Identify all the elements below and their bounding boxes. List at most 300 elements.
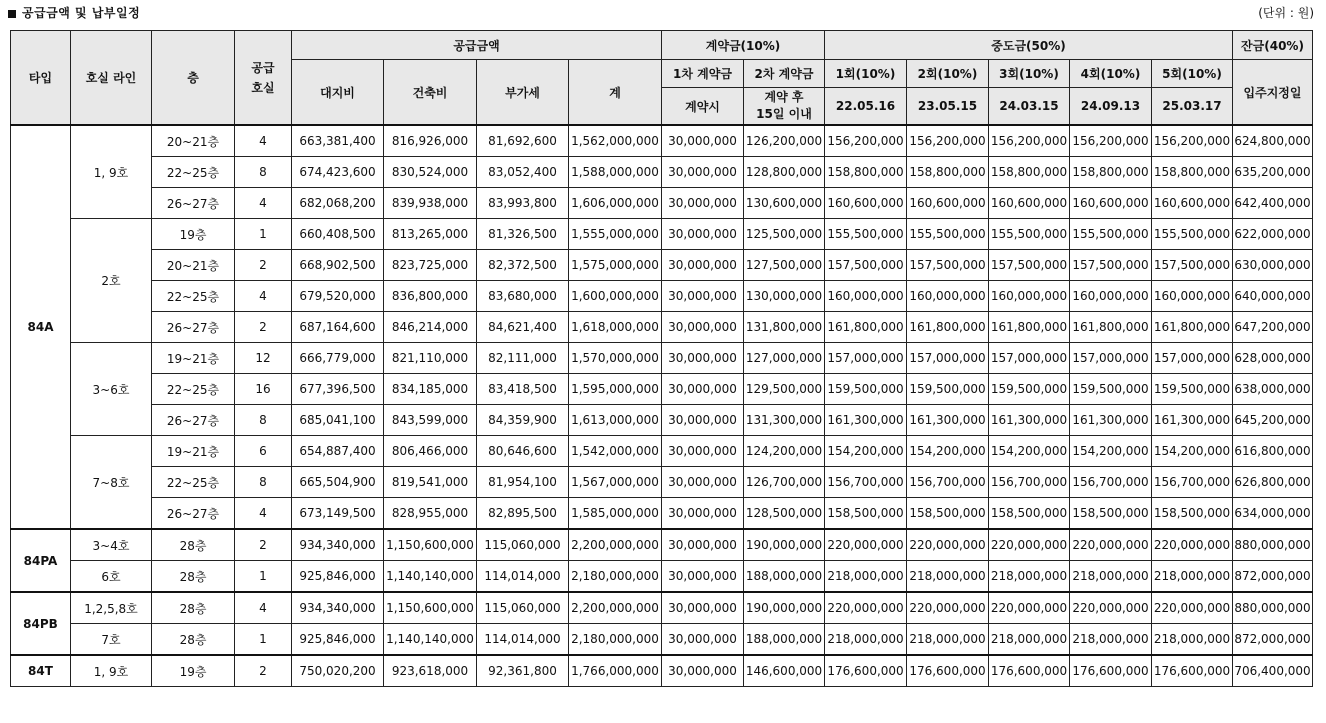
cell-interim-2: 220,000,000 (907, 529, 989, 561)
cell-interim-1: 161,300,000 (825, 405, 907, 436)
cell-balance: 628,000,000 (1233, 343, 1313, 374)
cell-deposit-2: 190,000,000 (744, 529, 825, 561)
cell-balance: 624,800,000 (1233, 125, 1313, 157)
cell-vat: 81,692,600 (477, 125, 569, 157)
cell-total: 1,588,000,000 (569, 157, 662, 188)
cell-units: 2 (235, 312, 292, 343)
cell-balance: 645,200,000 (1233, 405, 1313, 436)
cell-deposit-1: 30,000,000 (662, 157, 744, 188)
cell-deposit-1: 30,000,000 (662, 592, 744, 624)
cell-land: 677,396,500 (292, 374, 384, 405)
cell-vat: 82,111,000 (477, 343, 569, 374)
cell-floor: 28층 (152, 624, 235, 656)
table-row (11, 624, 1313, 656)
cell-interim-5: 158,500,000 (1152, 498, 1233, 530)
header-building: 건축비 (384, 60, 477, 126)
cell-building: 836,800,000 (384, 281, 477, 312)
cell-interim-5: 154,200,000 (1152, 436, 1233, 467)
cell-floor: 22~25층 (152, 467, 235, 498)
cell-building: 1,150,600,000 (384, 592, 477, 624)
cell-units: 4 (235, 188, 292, 219)
cell-type: 84PB (11, 592, 71, 655)
square-bullet-icon (8, 10, 16, 18)
cell-total: 1,555,000,000 (569, 219, 662, 250)
cell-vat: 92,361,800 (477, 655, 569, 687)
cell-land: 654,887,400 (292, 436, 384, 467)
cell-deposit-2: 126,700,000 (744, 467, 825, 498)
cell-vat: 84,621,400 (477, 312, 569, 343)
header-interim-4: 4회(10%) (1070, 60, 1152, 88)
cell-interim-3: 159,500,000 (989, 374, 1070, 405)
cell-interim-5: 220,000,000 (1152, 592, 1233, 624)
cell-deposit-1: 30,000,000 (662, 529, 744, 561)
cell-balance: 622,000,000 (1233, 219, 1313, 250)
cell-total: 2,180,000,000 (569, 561, 662, 593)
cell-interim-1: 220,000,000 (825, 592, 907, 624)
cell-units: 6 (235, 436, 292, 467)
cell-balance: 638,000,000 (1233, 374, 1313, 405)
cell-deposit-1: 30,000,000 (662, 343, 744, 374)
cell-interim-2: 154,200,000 (907, 436, 989, 467)
cell-units: 8 (235, 405, 292, 436)
cell-building: 823,725,000 (384, 250, 477, 281)
cell-land: 666,779,000 (292, 343, 384, 374)
cell-balance: 706,400,000 (1233, 655, 1313, 687)
cell-balance: 880,000,000 (1233, 592, 1313, 624)
cell-floor: 28층 (152, 592, 235, 624)
cell-floor: 26~27층 (152, 405, 235, 436)
cell-interim-3: 156,700,000 (989, 467, 1070, 498)
cell-land: 682,068,200 (292, 188, 384, 219)
cell-deposit-1: 30,000,000 (662, 405, 744, 436)
cell-interim-1: 158,500,000 (825, 498, 907, 530)
cell-interim-5: 220,000,000 (1152, 529, 1233, 561)
cell-floor: 26~27층 (152, 312, 235, 343)
cell-building: 830,524,000 (384, 157, 477, 188)
header-floor: 층 (152, 31, 235, 126)
table-row (11, 250, 1313, 281)
cell-line: 1, 9호 (71, 655, 152, 687)
cell-type: 84PA (11, 529, 71, 592)
header-interim-5: 5회(10%) (1152, 60, 1233, 88)
cell-deposit-2: 146,600,000 (744, 655, 825, 687)
cell-interim-5: 156,200,000 (1152, 125, 1233, 157)
cell-interim-1: 160,000,000 (825, 281, 907, 312)
cell-total: 1,567,000,000 (569, 467, 662, 498)
cell-total: 1,606,000,000 (569, 188, 662, 219)
cell-floor: 22~25층 (152, 374, 235, 405)
header-type: 타입 (11, 31, 71, 126)
cell-interim-4: 176,600,000 (1070, 655, 1152, 687)
cell-interim-2: 218,000,000 (907, 561, 989, 593)
cell-interim-3: 157,500,000 (989, 250, 1070, 281)
cell-vat: 84,359,900 (477, 405, 569, 436)
cell-deposit-1: 30,000,000 (662, 467, 744, 498)
cell-total: 1,585,000,000 (569, 498, 662, 530)
cell-interim-2: 161,800,000 (907, 312, 989, 343)
cell-interim-4: 156,200,000 (1070, 125, 1152, 157)
cell-interim-3: 220,000,000 (989, 592, 1070, 624)
cell-interim-4: 158,800,000 (1070, 157, 1152, 188)
cell-interim-4: 161,800,000 (1070, 312, 1152, 343)
cell-interim-2: 158,800,000 (907, 157, 989, 188)
cell-interim-1: 218,000,000 (825, 561, 907, 593)
cell-interim-5: 160,600,000 (1152, 188, 1233, 219)
cell-interim-3: 161,800,000 (989, 312, 1070, 343)
header-date-5: 25.03.17 (1152, 88, 1233, 126)
cell-interim-2: 160,600,000 (907, 188, 989, 219)
cell-deposit-2: 127,000,000 (744, 343, 825, 374)
cell-interim-1: 176,600,000 (825, 655, 907, 687)
cell-total: 1,575,000,000 (569, 250, 662, 281)
cell-vat: 115,060,000 (477, 529, 569, 561)
cell-interim-3: 154,200,000 (989, 436, 1070, 467)
header-interim-3: 3회(10%) (989, 60, 1070, 88)
cell-floor: 26~27층 (152, 498, 235, 530)
cell-building: 846,214,000 (384, 312, 477, 343)
cell-total: 1,600,000,000 (569, 281, 662, 312)
cell-deposit-2: 130,600,000 (744, 188, 825, 219)
cell-land: 750,020,200 (292, 655, 384, 687)
cell-deposit-2: 131,800,000 (744, 312, 825, 343)
cell-interim-5: 218,000,000 (1152, 561, 1233, 593)
header-vat: 부가세 (477, 60, 569, 126)
cell-building: 813,265,000 (384, 219, 477, 250)
cell-land: 687,164,600 (292, 312, 384, 343)
cell-interim-1: 154,200,000 (825, 436, 907, 467)
header-date-4: 24.09.13 (1070, 88, 1152, 126)
table-row (11, 655, 1313, 687)
cell-vat: 114,014,000 (477, 624, 569, 656)
cell-interim-4: 158,500,000 (1070, 498, 1152, 530)
cell-vat: 83,418,500 (477, 374, 569, 405)
cell-land: 679,520,000 (292, 281, 384, 312)
cell-interim-1: 157,500,000 (825, 250, 907, 281)
cell-interim-1: 218,000,000 (825, 624, 907, 656)
cell-interim-4: 218,000,000 (1070, 624, 1152, 656)
header-dep1-when: 계약시 (662, 88, 744, 126)
header-interim: 중도금(50%) (825, 31, 1233, 60)
table-body (11, 125, 1313, 687)
page-title (8, 4, 140, 21)
cell-interim-3: 176,600,000 (989, 655, 1070, 687)
cell-deposit-1: 30,000,000 (662, 561, 744, 593)
table-row (11, 343, 1313, 374)
cell-interim-2: 156,700,000 (907, 467, 989, 498)
cell-line: 7~8호 (71, 436, 152, 530)
cell-balance: 642,400,000 (1233, 188, 1313, 219)
cell-land: 673,149,500 (292, 498, 384, 530)
table-row (11, 188, 1313, 219)
cell-interim-3: 160,600,000 (989, 188, 1070, 219)
cell-line: 1,2,5,8호 (71, 592, 152, 624)
table-row (11, 157, 1313, 188)
table-row (11, 529, 1313, 561)
header-land: 대지비 (292, 60, 384, 126)
cell-floor: 22~25층 (152, 157, 235, 188)
header-total: 계 (569, 60, 662, 126)
cell-land: 934,340,000 (292, 592, 384, 624)
payment-schedule-table (10, 30, 1313, 687)
cell-interim-3: 160,000,000 (989, 281, 1070, 312)
cell-line: 6호 (71, 561, 152, 593)
cell-floor: 19층 (152, 219, 235, 250)
cell-total: 1,766,000,000 (569, 655, 662, 687)
cell-interim-4: 155,500,000 (1070, 219, 1152, 250)
cell-total: 1,618,000,000 (569, 312, 662, 343)
cell-interim-2: 160,000,000 (907, 281, 989, 312)
cell-vat: 82,372,500 (477, 250, 569, 281)
cell-interim-4: 156,700,000 (1070, 467, 1152, 498)
cell-deposit-2: 131,300,000 (744, 405, 825, 436)
cell-units: 12 (235, 343, 292, 374)
cell-building: 806,466,000 (384, 436, 477, 467)
cell-building: 834,185,000 (384, 374, 477, 405)
cell-type: 84T (11, 655, 71, 687)
cell-building: 1,150,600,000 (384, 529, 477, 561)
cell-deposit-1: 30,000,000 (662, 655, 744, 687)
cell-interim-5: 161,800,000 (1152, 312, 1233, 343)
cell-floor: 28층 (152, 529, 235, 561)
cell-interim-3: 218,000,000 (989, 561, 1070, 593)
table-row (11, 312, 1313, 343)
cell-deposit-1: 30,000,000 (662, 219, 744, 250)
page-title-text: 공급금액 및 납부일정 (22, 6, 141, 20)
header-dep2-when: 계약 후 15일 이내 (744, 88, 825, 126)
cell-interim-2: 218,000,000 (907, 624, 989, 656)
cell-interim-3: 161,300,000 (989, 405, 1070, 436)
cell-balance: 880,000,000 (1233, 529, 1313, 561)
cell-interim-5: 157,500,000 (1152, 250, 1233, 281)
header-supply: 공급금액 (292, 31, 662, 60)
cell-units: 4 (235, 498, 292, 530)
cell-interim-3: 158,500,000 (989, 498, 1070, 530)
cell-land: 663,381,400 (292, 125, 384, 157)
cell-deposit-1: 30,000,000 (662, 125, 744, 157)
cell-interim-3: 155,500,000 (989, 219, 1070, 250)
cell-interim-1: 160,600,000 (825, 188, 907, 219)
cell-line: 7호 (71, 624, 152, 656)
cell-interim-5: 218,000,000 (1152, 624, 1233, 656)
cell-interim-1: 220,000,000 (825, 529, 907, 561)
cell-interim-2: 159,500,000 (907, 374, 989, 405)
cell-units: 2 (235, 250, 292, 281)
cell-building: 819,541,000 (384, 467, 477, 498)
cell-interim-2: 156,200,000 (907, 125, 989, 157)
cell-units: 4 (235, 592, 292, 624)
cell-interim-4: 154,200,000 (1070, 436, 1152, 467)
cell-interim-1: 159,500,000 (825, 374, 907, 405)
cell-balance: 635,200,000 (1233, 157, 1313, 188)
cell-vat: 115,060,000 (477, 592, 569, 624)
cell-total: 1,562,000,000 (569, 125, 662, 157)
cell-total: 2,180,000,000 (569, 624, 662, 656)
cell-land: 665,504,900 (292, 467, 384, 498)
header-date-1: 22.05.16 (825, 88, 907, 126)
header-balance-when: 입주지정일 (1233, 60, 1313, 126)
table-row (11, 498, 1313, 530)
cell-floor: 28층 (152, 561, 235, 593)
cell-land: 934,340,000 (292, 529, 384, 561)
cell-interim-2: 157,500,000 (907, 250, 989, 281)
cell-total: 2,200,000,000 (569, 592, 662, 624)
cell-deposit-2: 130,000,000 (744, 281, 825, 312)
cell-deposit-1: 30,000,000 (662, 624, 744, 656)
cell-building: 923,618,000 (384, 655, 477, 687)
cell-land: 668,902,500 (292, 250, 384, 281)
cell-interim-1: 156,200,000 (825, 125, 907, 157)
cell-building: 828,955,000 (384, 498, 477, 530)
cell-total: 1,570,000,000 (569, 343, 662, 374)
table-row (11, 467, 1313, 498)
cell-floor: 26~27층 (152, 188, 235, 219)
cell-line: 2호 (71, 219, 152, 343)
cell-units: 2 (235, 655, 292, 687)
cell-interim-4: 160,000,000 (1070, 281, 1152, 312)
cell-interim-2: 161,300,000 (907, 405, 989, 436)
unit-label: (단위 : 원) (1258, 6, 1314, 20)
cell-interim-4: 218,000,000 (1070, 561, 1152, 593)
cell-balance: 647,200,000 (1233, 312, 1313, 343)
cell-interim-2: 157,000,000 (907, 343, 989, 374)
cell-interim-1: 156,700,000 (825, 467, 907, 498)
cell-vat: 82,895,500 (477, 498, 569, 530)
cell-building: 843,599,000 (384, 405, 477, 436)
cell-line: 3~4호 (71, 529, 152, 561)
table-row (11, 561, 1313, 593)
header-date-3: 24.03.15 (989, 88, 1070, 126)
cell-deposit-2: 128,500,000 (744, 498, 825, 530)
cell-deposit-2: 128,800,000 (744, 157, 825, 188)
cell-interim-3: 158,800,000 (989, 157, 1070, 188)
table-row (11, 592, 1313, 624)
cell-interim-4: 160,600,000 (1070, 188, 1152, 219)
table-row (11, 405, 1313, 436)
cell-building: 1,140,140,000 (384, 561, 477, 593)
cell-floor: 19~21층 (152, 436, 235, 467)
cell-floor: 19~21층 (152, 343, 235, 374)
header-dep2: 2차 계약금 (744, 60, 825, 88)
cell-land: 674,423,600 (292, 157, 384, 188)
title-bar (8, 4, 1314, 26)
header-balance: 잔금(40%) (1233, 31, 1313, 60)
cell-units: 8 (235, 467, 292, 498)
cell-interim-5: 160,000,000 (1152, 281, 1233, 312)
cell-line: 1, 9호 (71, 125, 152, 219)
cell-balance: 872,000,000 (1233, 561, 1313, 593)
cell-floor: 20~21층 (152, 250, 235, 281)
cell-interim-2: 176,600,000 (907, 655, 989, 687)
cell-interim-5: 158,800,000 (1152, 157, 1233, 188)
cell-interim-4: 220,000,000 (1070, 529, 1152, 561)
table-row (11, 436, 1313, 467)
cell-deposit-1: 30,000,000 (662, 374, 744, 405)
header-deposit: 계약금(10%) (662, 31, 825, 60)
cell-interim-1: 155,500,000 (825, 219, 907, 250)
cell-interim-3: 218,000,000 (989, 624, 1070, 656)
cell-line: 3~6호 (71, 343, 152, 436)
cell-vat: 83,993,800 (477, 188, 569, 219)
cell-deposit-2: 188,000,000 (744, 561, 825, 593)
cell-total: 2,200,000,000 (569, 529, 662, 561)
cell-floor: 20~21층 (152, 125, 235, 157)
cell-vat: 83,680,000 (477, 281, 569, 312)
table-row (11, 219, 1313, 250)
table-row (11, 281, 1313, 312)
cell-deposit-1: 30,000,000 (662, 250, 744, 281)
cell-units: 8 (235, 157, 292, 188)
cell-balance: 630,000,000 (1233, 250, 1313, 281)
cell-land: 925,846,000 (292, 624, 384, 656)
cell-vat: 114,014,000 (477, 561, 569, 593)
cell-interim-5: 155,500,000 (1152, 219, 1233, 250)
cell-land: 925,846,000 (292, 561, 384, 593)
cell-units: 1 (235, 219, 292, 250)
cell-deposit-1: 30,000,000 (662, 312, 744, 343)
cell-deposit-2: 125,500,000 (744, 219, 825, 250)
cell-interim-3: 157,000,000 (989, 343, 1070, 374)
cell-interim-4: 157,000,000 (1070, 343, 1152, 374)
cell-interim-4: 161,300,000 (1070, 405, 1152, 436)
cell-interim-3: 220,000,000 (989, 529, 1070, 561)
cell-building: 816,926,000 (384, 125, 477, 157)
cell-units: 4 (235, 125, 292, 157)
cell-interim-1: 158,800,000 (825, 157, 907, 188)
cell-interim-3: 156,200,000 (989, 125, 1070, 157)
cell-interim-5: 156,700,000 (1152, 467, 1233, 498)
cell-units: 4 (235, 281, 292, 312)
cell-deposit-2: 126,200,000 (744, 125, 825, 157)
header-units: 공급 호실 (235, 31, 292, 126)
cell-balance: 626,800,000 (1233, 467, 1313, 498)
cell-floor: 22~25층 (152, 281, 235, 312)
header-interim-2: 2회(10%) (907, 60, 989, 88)
header-line: 호실 라인 (71, 31, 152, 126)
cell-interim-2: 220,000,000 (907, 592, 989, 624)
cell-building: 839,938,000 (384, 188, 477, 219)
cell-balance: 634,000,000 (1233, 498, 1313, 530)
cell-deposit-1: 30,000,000 (662, 281, 744, 312)
cell-vat: 81,326,500 (477, 219, 569, 250)
cell-building: 821,110,000 (384, 343, 477, 374)
cell-interim-4: 157,500,000 (1070, 250, 1152, 281)
cell-deposit-2: 127,500,000 (744, 250, 825, 281)
cell-units: 1 (235, 624, 292, 656)
cell-interim-2: 155,500,000 (907, 219, 989, 250)
header-date-2: 23.05.15 (907, 88, 989, 126)
cell-balance: 616,800,000 (1233, 436, 1313, 467)
cell-interim-5: 157,000,000 (1152, 343, 1233, 374)
cell-interim-5: 161,300,000 (1152, 405, 1233, 436)
cell-interim-5: 176,600,000 (1152, 655, 1233, 687)
cell-deposit-2: 190,000,000 (744, 592, 825, 624)
cell-vat: 83,052,400 (477, 157, 569, 188)
cell-deposit-1: 30,000,000 (662, 188, 744, 219)
cell-building: 1,140,140,000 (384, 624, 477, 656)
cell-balance: 640,000,000 (1233, 281, 1313, 312)
cell-units: 2 (235, 529, 292, 561)
cell-interim-2: 158,500,000 (907, 498, 989, 530)
header-dep1: 1차 계약금 (662, 60, 744, 88)
table-row (11, 374, 1313, 405)
cell-total: 1,613,000,000 (569, 405, 662, 436)
cell-land: 660,408,500 (292, 219, 384, 250)
cell-deposit-2: 188,000,000 (744, 624, 825, 656)
cell-vat: 81,954,100 (477, 467, 569, 498)
header-interim-1: 1회(10%) (825, 60, 907, 88)
cell-deposit-2: 129,500,000 (744, 374, 825, 405)
cell-type: 84A (11, 125, 71, 529)
